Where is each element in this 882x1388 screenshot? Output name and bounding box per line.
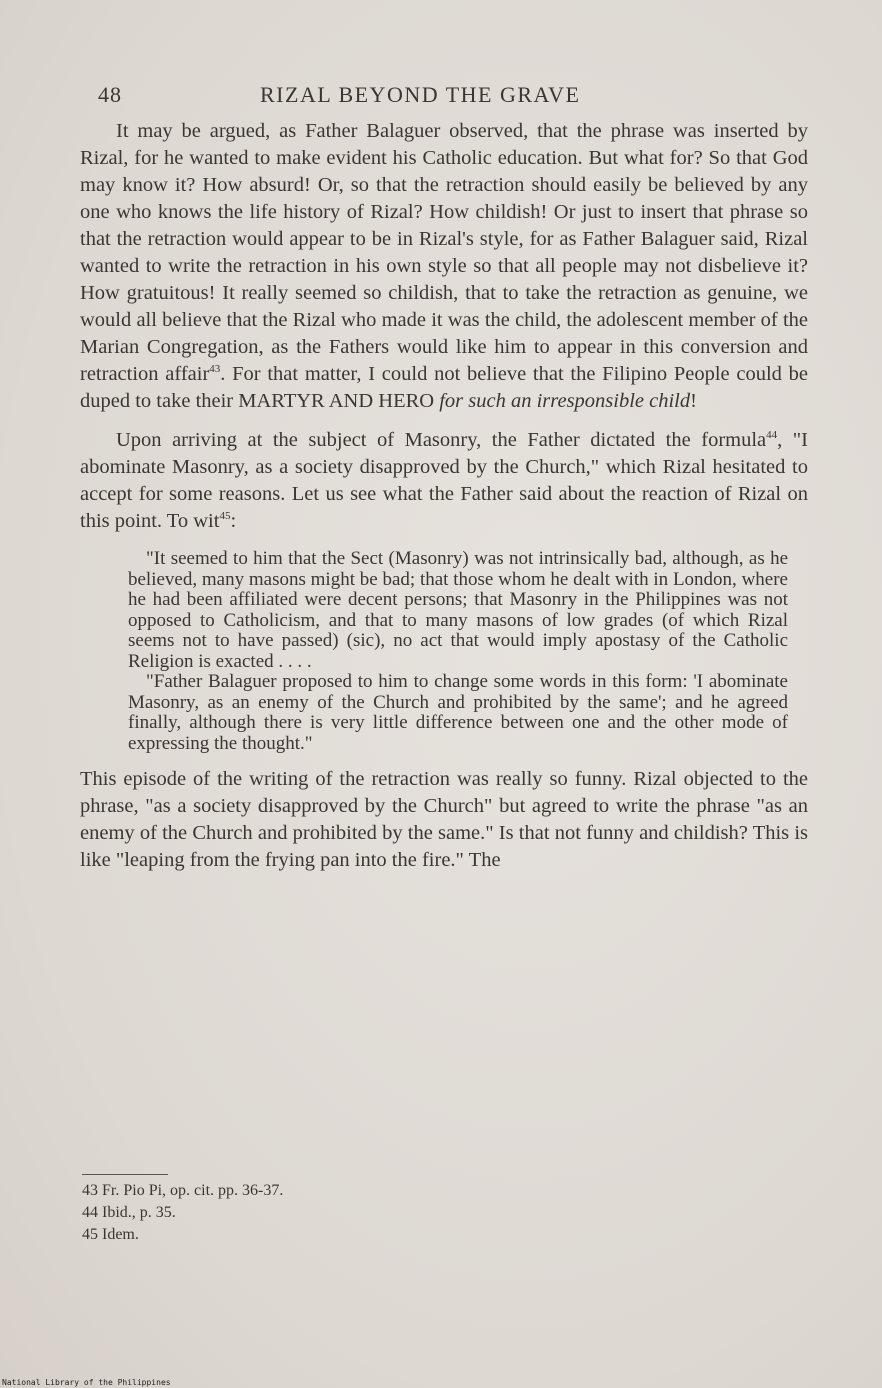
- body-text: [80, 118, 808, 874]
- paragraph-episode: This episode of the writing of the retraction was really so funny. Rizal objected to the phrase, "as a society disapproved by the Church" but agreed to write the phrase "as an enemy of the Church and prohibited by the same." Is that not funny and childish? This is like "leaping from the frying pan into the fire." The: [80, 768, 808, 871]
- footnote-divider: [82, 1174, 168, 1175]
- quote-paragraph: "Father Balaguer proposed to him to change some words in this form: 'I abominate Masonry, as an enemy of the Church and prohibited by the same'; and he agreed finally, although there is very little difference between one and the other mode of expressing the thought.": [128, 671, 788, 754]
- footnote: 45 Idem.: [82, 1226, 139, 1243]
- footnote: 43 Fr. Pio Pi, op. cit. pp. 36-37.: [82, 1182, 284, 1199]
- page-number: 48: [98, 82, 122, 107]
- page-header: [98, 80, 798, 114]
- quote-paragraph: "It seemed to him that the Sect (Masonry) was not intrinsically bad, although, as he believed, many masons might be bad; that those whom he dealt with in London, where he had been affiliated were decent persons; that Masonry in the Philippines was not opposed to Catholicism, and that to many masons of low grades (of which Rizal seems not to have passed) (sic), no act that would imply apostasy of the Catholic Religion is exacted . . . .: [128, 548, 788, 672]
- library-credit: National Library of the Philippines: [2, 1378, 171, 1387]
- running-title: RIZAL BEYOND THE GRAVE: [260, 82, 581, 107]
- paragraph-masonry: Upon arriving at the subject of Masonry, the Father dictated the formula$^{44}$, "I abominate Masonry, as a society disapproved by the Church," which Rizal hesitated to accept for some reasons. Let us see what the Father said about the reaction of Rizal on this point. To wit$^{45}$:: [80, 429, 809, 532]
- footnote-ref-45: 45: [219, 510, 231, 523]
- footnote-ref-44: 44: [766, 429, 778, 442]
- paragraph-argument: It may be argued, as Father Balaguer observed, that the phrase was inserted by Rizal, for he wanted to make evident his Catholic education. But what for? So that God may know it? How absurd! Or, so that the retraction should easily be believed by any one who knows the life history of Rizal? How childish! Or just to insert that phrase so that the retraction would appear to be in Rizal's style, for as Father Balaguer said, Rizal wanted to write the retraction in his own style so that all people may not disbelieve it? How gratuitous! It really seemed so childish, that to take the retraction as genuine, we would all believe that the Rizal who made it was the child, the adolescent member of the Marian Congregation, as the Fathers would like him to appear in this conversion and retraction affair$^{43}$. For that matter, I could not believe that the Filipino People could be duped to take their MARTYR AND HERO for such an irresponsible child!: [80, 120, 808, 412]
- footnote-ref-43: 43: [209, 363, 221, 376]
- footnote: 44 Ibid., p. 35.: [82, 1204, 176, 1221]
- emphasis-text: for such an irresponsible child: [439, 390, 691, 412]
- footnotes: [82, 1180, 482, 1246]
- block-quote: [128, 549, 788, 754]
